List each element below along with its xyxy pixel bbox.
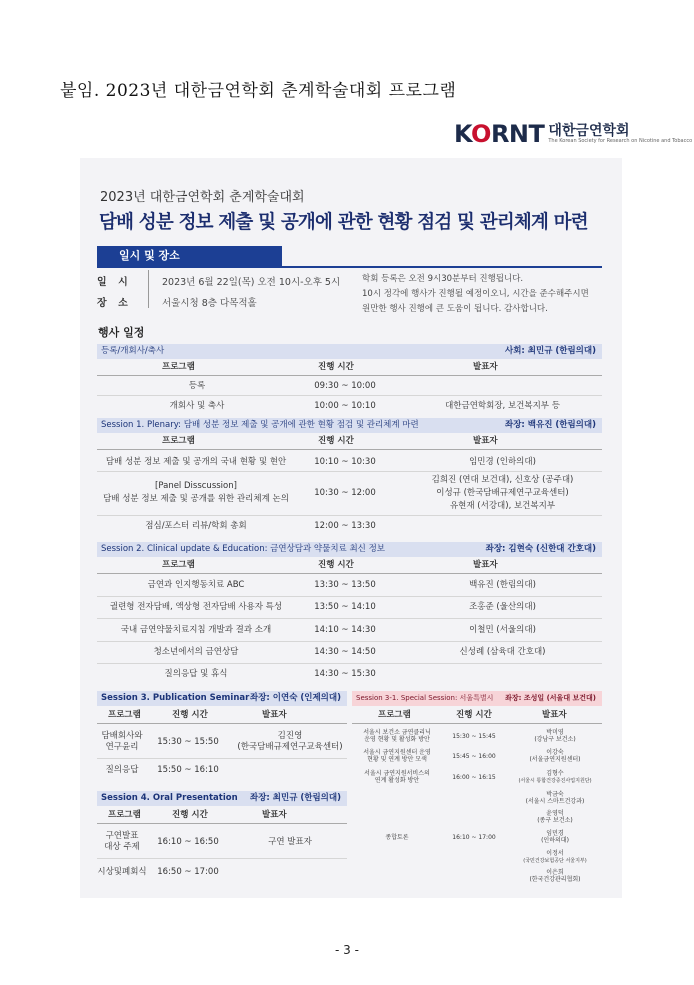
divider: [97, 471, 602, 472]
speaker-cell: 박미영: [546, 729, 564, 736]
time-cell: 10:30 ~ 12:00: [314, 488, 376, 498]
speaker-cell: 이성규 (한국담배규제연구교육센터): [436, 488, 569, 498]
time-cell: 10:10 ~ 10:30: [314, 457, 376, 467]
program-cell: 등록: [188, 381, 206, 391]
speaker-cell: 유현재 (서강대), 보건복지부: [449, 501, 556, 511]
header-speaker: 발표자: [262, 810, 287, 820]
header-time: 진행 시간: [318, 560, 354, 570]
divider: [97, 266, 602, 268]
program-cell: 서울시 금연지원서비스의: [364, 770, 430, 777]
program-cell: 대상 주제: [104, 842, 140, 852]
speaker-cell: (한국담배규제연구교육센터): [237, 742, 343, 752]
panelist-name: 윤영덕: [546, 810, 564, 817]
time-cell: 15:30 ~ 15:45: [452, 733, 496, 740]
speaker-cell: 김희진 (연대 보건대), 신호상 (공주대): [431, 475, 574, 485]
date-place-label: 일시 및 장소: [97, 246, 282, 266]
program-cell: 질의응답 및 휴식: [164, 669, 228, 679]
header-speaker: 발표자: [473, 560, 498, 570]
header-program: 프로그램: [162, 436, 195, 446]
time-cell: 15:30 ~ 15:50: [157, 737, 219, 747]
program-cell: 국내 금연약물치료지침 개발과 결과 소개: [120, 625, 272, 635]
section-band-session-3-1: Session 3-1. Special Session: 서울특별시 좌장: 조성일 (서울대 보건대): [352, 691, 602, 706]
place-key: 장 소: [97, 298, 132, 309]
page-number: - 3 -: [335, 943, 359, 957]
speaker-cell: (서울시 통합건강증진사업지원단): [518, 778, 592, 784]
time-cell: 14:10 ~ 14:30: [314, 625, 376, 635]
speaker-cell: 대한금연학회장, 보건복지부 등: [445, 401, 560, 411]
program-cell: 서울시 금연지원센터 운영: [363, 749, 431, 756]
divider: [97, 395, 602, 396]
date-key: 일 시: [97, 277, 132, 288]
header-time: 진행 시간: [456, 710, 492, 720]
logo-mark: KORNT: [454, 120, 545, 148]
divider: [97, 823, 347, 824]
poster-main-title: 담배 성분 정보 제출 및 공개에 관한 현황 점검 및 관리체계 마련: [99, 212, 588, 233]
divider: [97, 375, 602, 376]
divider: [97, 515, 602, 516]
logo-name: 대한금연학회 The Korean Society for Research on Nicotine and Tobacco: [548, 122, 693, 144]
document-title: 붙임. 2023년 대한금연학회 춘계학술대회 프로그램: [60, 81, 457, 101]
time-cell: 16:00 ~ 16:15: [452, 774, 496, 781]
panelist-name: 이은희: [546, 869, 564, 876]
program-cell: 종합토론: [385, 834, 409, 841]
program-cell: 궐련형 전자담배, 액상형 전자담배 사용자 특성: [109, 602, 283, 612]
panelist-name: 이정서: [546, 850, 564, 857]
program-cell: 담배회사와: [101, 731, 143, 741]
program-cell: 운영 현황 및 활성화 방안: [364, 736, 430, 743]
program-cell: 구연발표: [105, 831, 139, 841]
program-cell: 점심/포스터 리뷰/학회 총회: [145, 521, 247, 531]
speaker-cell: (강남구 보건소): [534, 736, 576, 743]
header-program: 프로그램: [108, 710, 141, 720]
divider: [97, 663, 602, 664]
section-band-opening: 등록/개회사/축사 사회: 최민규 (한림의대): [97, 344, 602, 359]
speaker-cell: 구연 발표자: [268, 837, 312, 847]
divider: [97, 758, 347, 759]
divider: [97, 858, 347, 859]
time-cell: 15:50 ~ 16:10: [157, 765, 219, 775]
program-cell: 서울시 보건소 금연클리닉: [363, 729, 431, 736]
poster-subtitle: 2023년 대한금연학회 춘계학술대회: [100, 190, 305, 205]
program-cell: 금연과 인지행동치료 ABC: [147, 580, 245, 590]
header-program: 프로그램: [162, 560, 195, 570]
header-program: 프로그램: [162, 362, 195, 372]
divider: [97, 573, 602, 574]
panelist-name: 박금숙: [546, 791, 564, 798]
time-cell: 14:30 ~ 14:50: [314, 647, 376, 657]
time-cell: 14:30 ~ 15:30: [314, 669, 376, 679]
section-band-session-3: Session 3. Publication Seminar 좌장: 이연숙 (인제의대): [97, 691, 347, 706]
divider: [148, 270, 149, 308]
speaker-cell: 조홍준 (울산의대): [469, 602, 536, 612]
schedule-title: 행사 일정: [98, 326, 145, 339]
divider: [97, 449, 602, 450]
header-speaker: 발표자: [473, 362, 498, 372]
program-cell: 연계 활성화 방안: [374, 777, 420, 784]
panelist-affiliation: (한국건강관리협회): [529, 876, 581, 883]
program-cell: 담배 성분 정보 제출 및 공개의 국내 현황 및 현안: [105, 457, 287, 467]
header-speaker: 발표자: [262, 710, 287, 720]
divider: [97, 723, 347, 724]
panelist-name: 임민경: [546, 830, 564, 837]
divider: [97, 618, 602, 619]
date-value: 2023년 6월 22일(목) 오전 10시-오후 5시: [162, 277, 341, 288]
panelist-affiliation: (국민건강보험공단 서울지부): [523, 858, 587, 864]
section-band-session-1: Session 1. Plenary: 담배 성분 정보 제출 및 공개에 관한 현황 점검 및 관리체계 마련 좌장: 백유진 (한림의대): [97, 418, 602, 433]
divider: [352, 723, 602, 724]
program-cell: [Panel Disscussion]: [155, 481, 237, 491]
time-cell: 16:10 ~ 17:00: [452, 834, 496, 841]
header-time: 진행 시간: [318, 362, 354, 372]
speaker-cell: 백유진 (한림의대): [469, 580, 536, 590]
society-logo: [454, 120, 692, 148]
divider: [97, 641, 602, 642]
speaker-cell: 신성례 (삼육대 간호대): [459, 647, 546, 657]
header-speaker: 발표자: [542, 710, 567, 720]
time-cell: 15:45 ~ 16:00: [452, 753, 496, 760]
speaker-cell: (서울금연지원센터): [529, 756, 581, 763]
speaker-cell: 임민경 (인하의대): [469, 457, 536, 467]
header-program: 프로그램: [108, 810, 141, 820]
time-cell: 10:00 ~ 10:10: [314, 401, 376, 411]
time-cell: 16:50 ~ 17:00: [157, 867, 219, 877]
program-cell: 개회사 및 축사: [169, 401, 225, 411]
panelist-affiliation: (인하의대): [541, 837, 569, 844]
program-cell: 질의응답: [105, 765, 139, 775]
time-cell: 13:50 ~ 14:10: [314, 602, 376, 612]
header-program: 프로그램: [378, 710, 411, 720]
time-cell: 12:00 ~ 13:30: [314, 521, 376, 531]
speaker-cell: 이강숙: [546, 749, 564, 756]
panelist-affiliation: (서울시 스마트건강과): [525, 798, 585, 805]
program-poster: [80, 158, 622, 898]
program-cell: 시상및폐회식: [97, 867, 147, 877]
place-value: 서울시청 8층 다목적홀: [162, 298, 257, 309]
header-time: 진행 시간: [318, 436, 354, 446]
time-cell: 16:10 ~ 16:50: [157, 837, 219, 847]
time-cell: 13:30 ~ 13:50: [314, 580, 376, 590]
panelist-affiliation: (종구 보건소): [537, 817, 573, 824]
speaker-cell: 김진영: [277, 731, 303, 741]
section-band-session-4: Session 4. Oral Presentation 좌장: 최민규 (한림의대): [97, 791, 347, 806]
section-band-session-2: Session 2. Clinical update & Education: 금연상담과 약물치료 최신 정보 좌장: 김현숙 (신한대 간호대): [97, 542, 602, 557]
time-cell: 09:30 ~ 10:00: [314, 381, 376, 391]
divider: [97, 596, 602, 597]
program-cell: 담배 성분 정보 제출 및 공개를 위한 관리체계 논의: [103, 494, 289, 504]
program-cell: 청소년에서의 금연상담: [153, 647, 239, 657]
header-time: 진행 시간: [172, 710, 208, 720]
program-cell: 연구윤리: [105, 742, 139, 752]
header-time: 진행 시간: [172, 810, 208, 820]
registration-notice: 학회 등록은 오전 9시30분부터 진행됩니다. 10시 정각에 행사가 진행될 예정이오니, 시간을 준수해주시면 원만한 행사 진행에 큰 도움이 됩니다. 감사합니다.: [362, 274, 589, 314]
speaker-cell: 김형수: [546, 770, 564, 777]
header-speaker: 발표자: [473, 436, 498, 446]
speaker-cell: 이철민 (서울의대): [469, 625, 536, 635]
program-cell: 현황 및 연계 방안 모색: [367, 756, 427, 763]
